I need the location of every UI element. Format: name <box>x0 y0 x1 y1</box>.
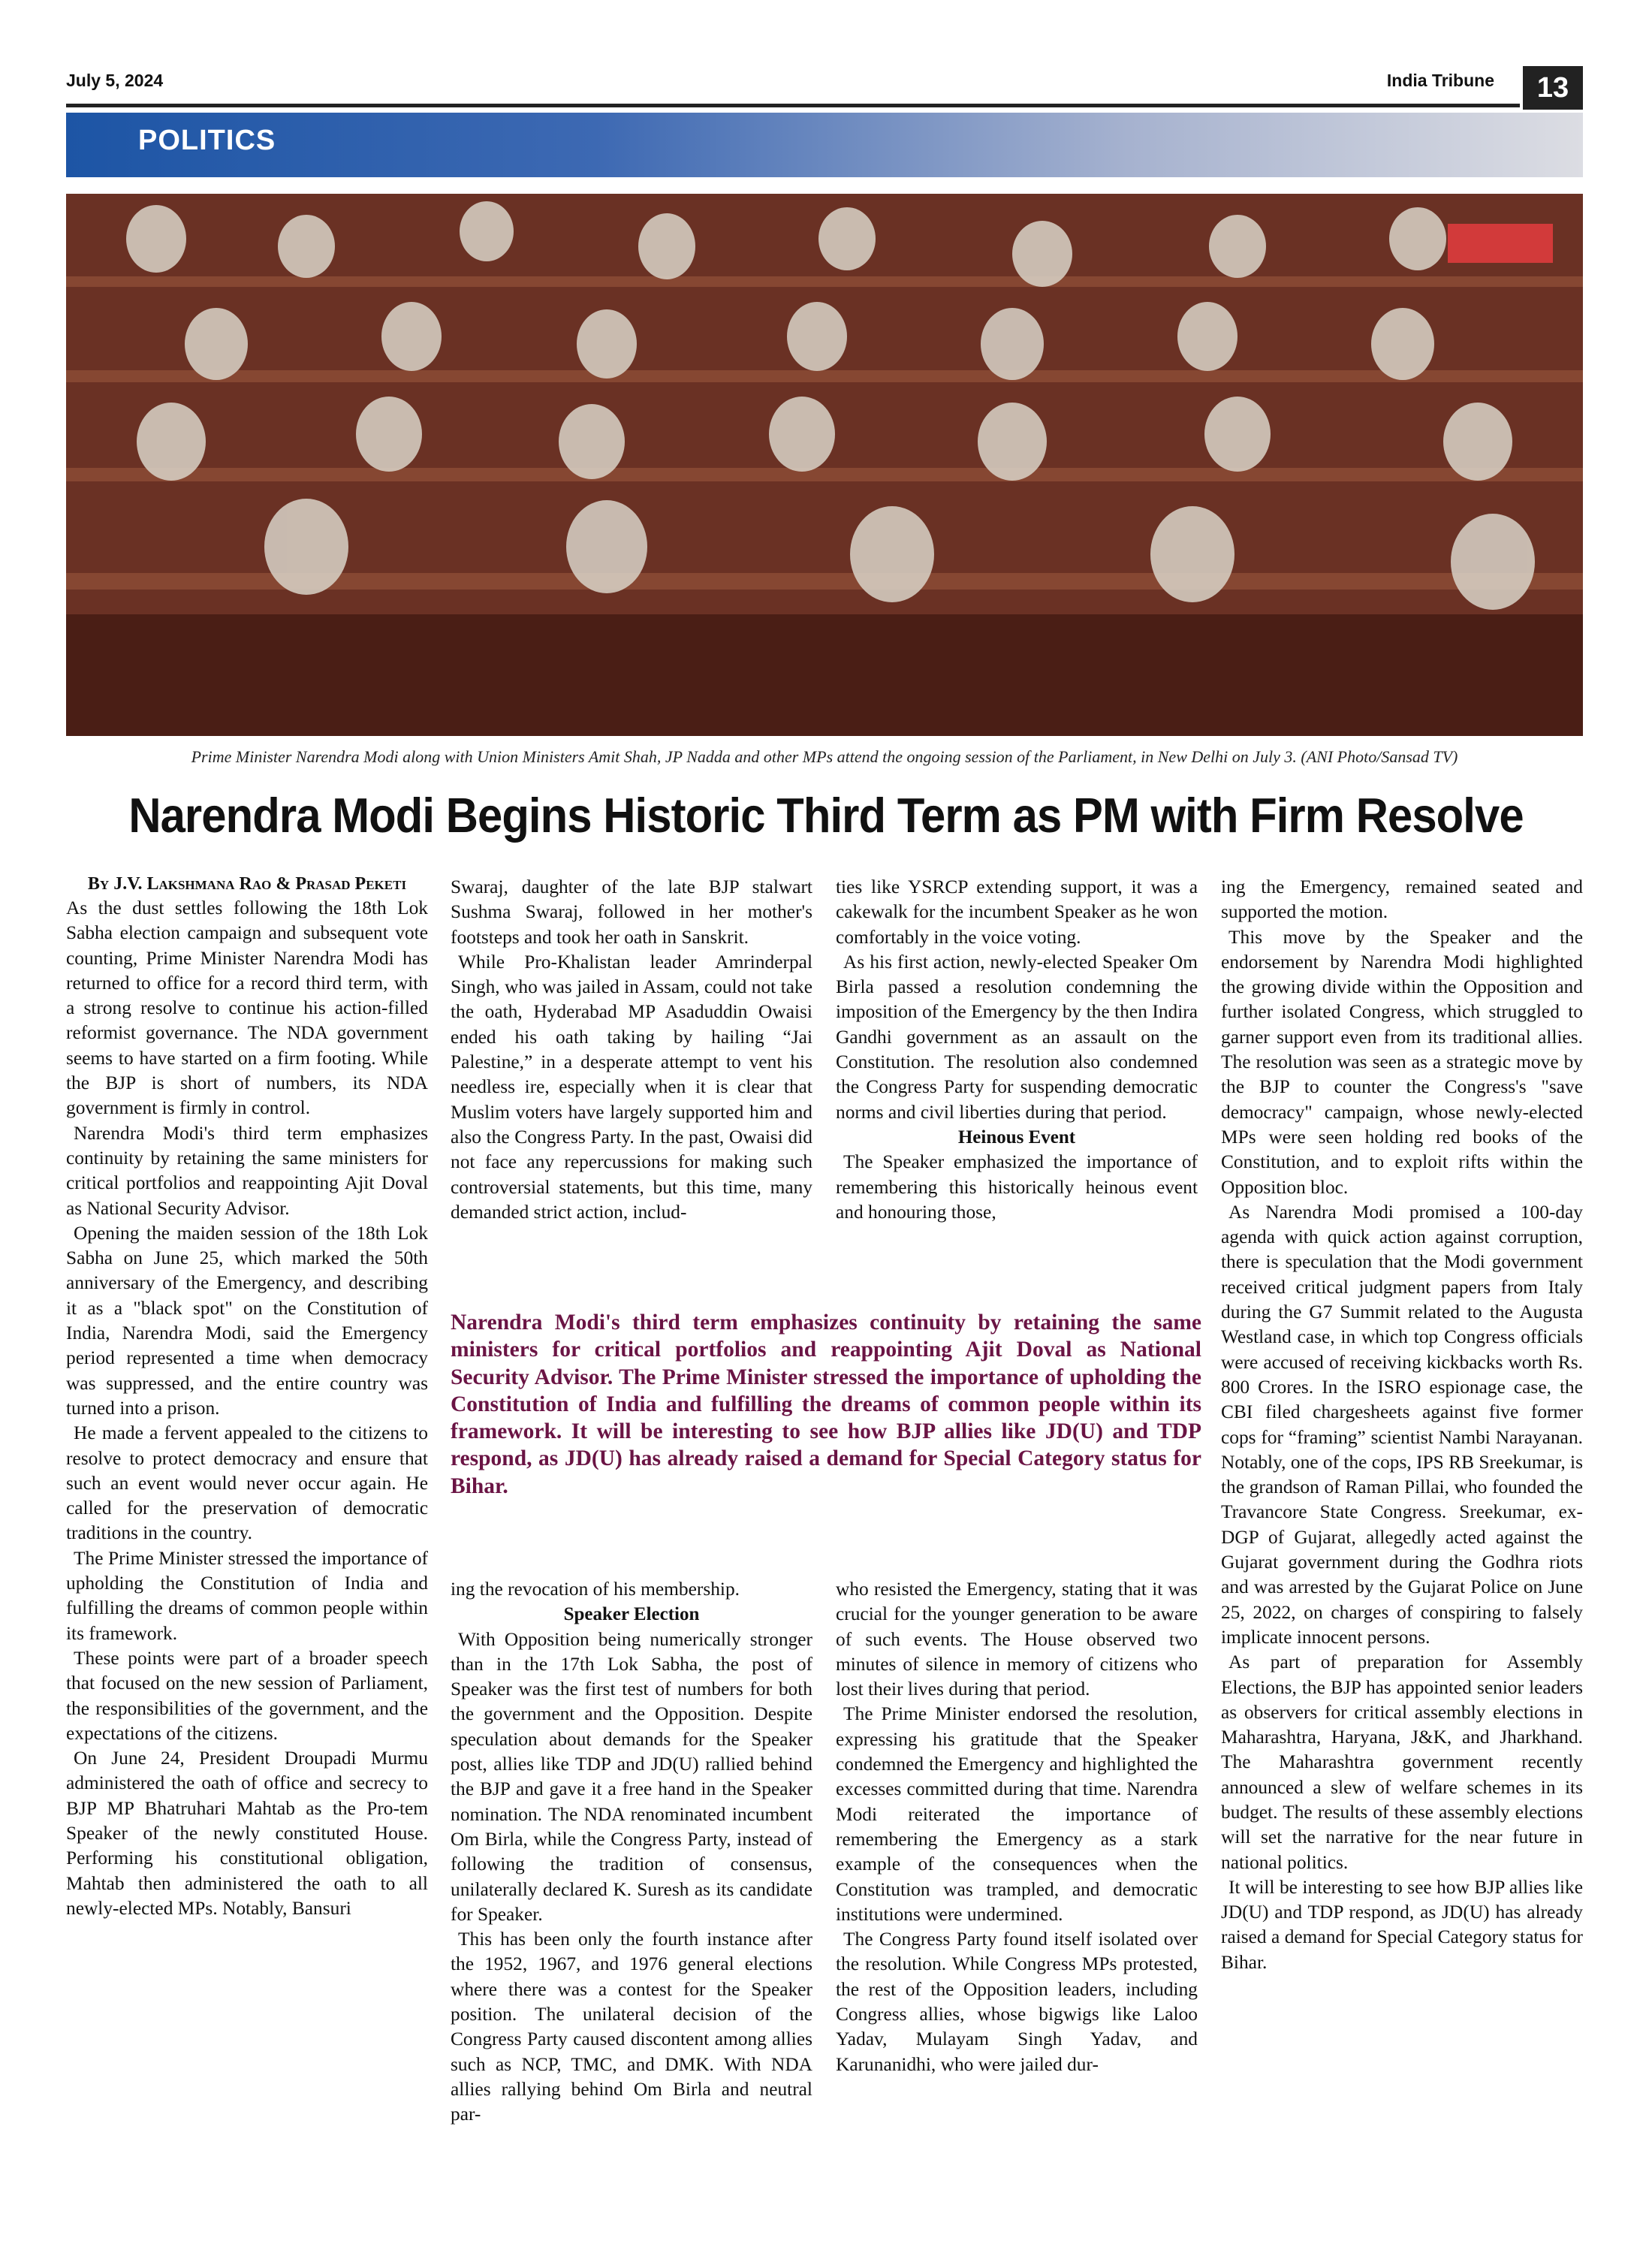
page-header <box>66 66 1583 108</box>
paragraph: With Opposition being numerically stronger than in the 17th Lok Sabha, the post of Speaker was the first test of numbers for both the government and the Opposition. Despite speculation about demands for the Speaker post, allies like TDP and JD(U) rallied behind the BJP and gave it a free hand in the Speaker nomination. The NDA renominated incumbent Om Birla, while the Congress Party, instead of following the tradition of consensus, unilaterally declared K. Suresh as its candidate for Speaker. <box>451 1628 812 1925</box>
paragraph: who resisted the Emergency, stating that it was crucial for the younger generation to be aware of such events. The House observed two minutes of silence in memory of citizens who lost their lives during that period. <box>836 1579 1198 1700</box>
photo-caption: Prime Minister Narendra Modi along with Union Ministers Amit Shah, JP Nadda and other MPs attend the ongoing session of the Parliament, in New Delhi on July 3. (ANI Photo/Sansad TV) <box>191 747 1458 766</box>
subheading: Heinous Event <box>957 1126 1076 1148</box>
publication-name: India Tribune <box>1386 71 1494 90</box>
article-column-3-bottom <box>836 1577 1198 2077</box>
paragraph: These points were part of a broader speech that focused on the new session of Parliament, the responsibilities of the government, and the expectations of the citizens. <box>66 1647 428 1744</box>
byline: By J.V. Lakshmana Rao & Prasad Peketi <box>87 874 407 894</box>
paragraph: ing the revocation of his membership. <box>451 1579 740 1600</box>
article-column-3-top <box>836 875 1198 1225</box>
paragraph: This move by the Speaker and the endorsement by Narendra Modi highlighted the growing divide within the Opposition and further isolated Congress, which struggled to garner support even from its traditional allies. The resolution was seen as a strategic move by the BJP to counter the Congress's "save democracy" campaign, whose newly-elected MPs were seen holding red books of the Constitution, and to exploit rifts within the Opposition bloc. <box>1221 926 1583 1198</box>
header-rule <box>66 104 1520 107</box>
subheading: Speaker Election <box>563 1604 700 1625</box>
paragraph: Swaraj, daughter of the late BJP stalwart Sushma Swaraj, followed in her mother's footsteps and took her oath in Sanskrit. <box>451 876 812 948</box>
article-column-1 <box>66 873 428 1921</box>
paragraph: This has been only the fourth instance after the 1952, 1967, and 1976 general elections where there was a contest for the Speaker position. The unilateral decision of the Congress Party caused discontent among allies such as NCP, TMC, and DMK. With NDA allies rallying behind Om Birla and neutral par- <box>451 1929 812 2125</box>
paragraph: The Prime Minister endorsed the resolution, expressing his gratitude that the Speaker condemned the Emergency and highlighted the excesses committed during that time. Narendra Modi reiterated the importance of remembering the Emergency as a stark example of the consequences when the Constitution was trampled, and democratic institutions were undermined. <box>836 1703 1198 1925</box>
article-column-2-bottom <box>451 1577 812 2128</box>
parliament-photo <box>66 194 1583 736</box>
pull-quote: Narendra Modi's third term emphasizes continuity by retaining the same ministers for critical portfolios and reappointing Ajit Doval as National Security Advisor. The Prime Minister stressed the importance of upholding the Constitution of India and fulfilling the dreams of common people within its framework. It will be interesting to see how BJP allies like JD(U) and TDP respond, as JD(U) has already raised a demand for Special Category status for Bihar. <box>451 1310 1201 1498</box>
paragraph: While Pro-Khalistan leader Amrinderpal Singh, who was jailed in Assam, could not take the oath, Hyderabad MP Asaduddin Owaisi ended his oath taking by hailing “Jai Palestine,” in a desperate attempt to vent his needless ire, especially when it is clear that Muslim voters have largely supported him and also the Congress Party. In the past, Owaisi did not face any repercussions for making such controversial statements, but this time, many demanded strict action, includ- <box>451 951 812 1223</box>
paragraph: The Prime Minister stressed the importance of upholding the Constitution of India and fulfilling the dreams of common people within its framework. <box>66 1547 428 1644</box>
paragraph: As the dust settles following the 18th Lok Sabha election campaign and subsequent vote counting, Prime Minister Narendra Modi has returned to office for a record third term, with a strong resolve to continue his action-filled reformist governance. The NDA government seems to have started on a firm footing. While the BJP is short of numbers, its NDA government is firmly in control. <box>66 897 428 1119</box>
paragraph: It will be interesting to see how BJP allies like JD(U) and TDP respond, as JD(U) has already raised a demand for Special Category status for Bihar. <box>1221 1876 1583 1973</box>
paragraph: Narendra Modi's third term emphasizes continuity by retaining the same ministers for critical portfolios and reappointing Ajit Doval as National Security Advisor. <box>66 1122 428 1219</box>
page-number: 13 <box>1523 66 1583 110</box>
article-column-4 <box>1221 875 1583 1975</box>
issue-date: July 5, 2024 <box>66 71 164 90</box>
paragraph: As part of preparation for Assembly Elections, the BJP has appointed senior leaders as observers for critical assembly elections in Maharashtra, Haryana, J&K, and Jharkhand. The Maharashtra government recently announced a slew of welfare schemes in its budget. The results of these assembly elections will set the narrative for the near future in national politics. <box>1221 1651 1583 1873</box>
paragraph: Opening the maiden session of the 18th Lok Sabha on June 25, which marked the 50th anniversary of the Emergency, and describing it as a "black spot" on the Constitution of India, Narendra Modi, said the Emergency period represented a time when democracy was suppressed, and the entire country was turned into a prison. <box>66 1222 428 1419</box>
section-title: POLITICS <box>138 125 276 156</box>
paragraph: On June 24, President Droupadi Murmu administered the oath of office and secrecy to BJP MP Bhatruhari Mahtab as the Pro-tem Speaker of the newly constituted House. Performing his constitutional obligation, Mahtab then administered the oath to all newly-elected MPs. Notably, Bansuri <box>66 1748 428 1919</box>
article-column-2-top <box>451 875 812 1225</box>
section-banner <box>66 113 1583 177</box>
paragraph: He made a fervent appealed to the citizens to resolve to protect democracy and ensure that such an event would never occur again. He called for the preservation of democratic traditions in the country. <box>66 1422 428 1544</box>
paragraph: The Congress Party found itself isolated over the resolution. While Congress MPs protested, the rest of the Opposition leaders, including Congress allies, whose bigwigs like Laloo Yadav, Mulayam Singh Yadav, and Karunanidhi, who were jailed dur- <box>836 1929 1198 2075</box>
paragraph: As Narendra Modi promised a 100-day agenda with quick action against corruption, there is speculation that the Modi government received critical judgment papers from Italy during the G7 Summit related to the Augusta Westland case, in which top Congress officials were accused of receiving kickbacks worth Rs. 800 Crores. In the ISRO espionage case, the CBI filed chargesheets against five former cops for “framing” scientist Nambi Narayanan. Notably, one of the cops, IPS RB Sreekumar, is the grandson of Raman Pillai, who founded the Travancore State Congress. Sreekumar, ex-DGP of Gujarat, allegedly acted against the Gujarat government during the Godhra riots and was arrested by the Gujarat Police on June 25, 2022, on charges of conspiring to falsely implicate innocent persons. <box>1221 1201 1583 1648</box>
article-headline: Narendra Modi Begins Historic Third Term as PM with Firm Resolve <box>128 788 1524 843</box>
paragraph: ties like YSRCP extending support, it was a cakewalk for the incumbent Speaker as he won comfortably in the voice voting. <box>836 876 1198 948</box>
paragraph: ing the Emergency, remained seated and supported the motion. <box>1221 876 1583 923</box>
paragraph: The Speaker emphasized the importance of remembering this historically heinous event and honouring those, <box>836 1151 1198 1223</box>
paragraph: As his first action, newly-elected Speaker Om Birla passed a resolution condemning the imposition of the Emergency by the then Indira Gandhi government as an assault on the Constitution. The resolution also condemned the Congress Party for suspending democratic norms and civil liberties during that period. <box>836 951 1198 1123</box>
